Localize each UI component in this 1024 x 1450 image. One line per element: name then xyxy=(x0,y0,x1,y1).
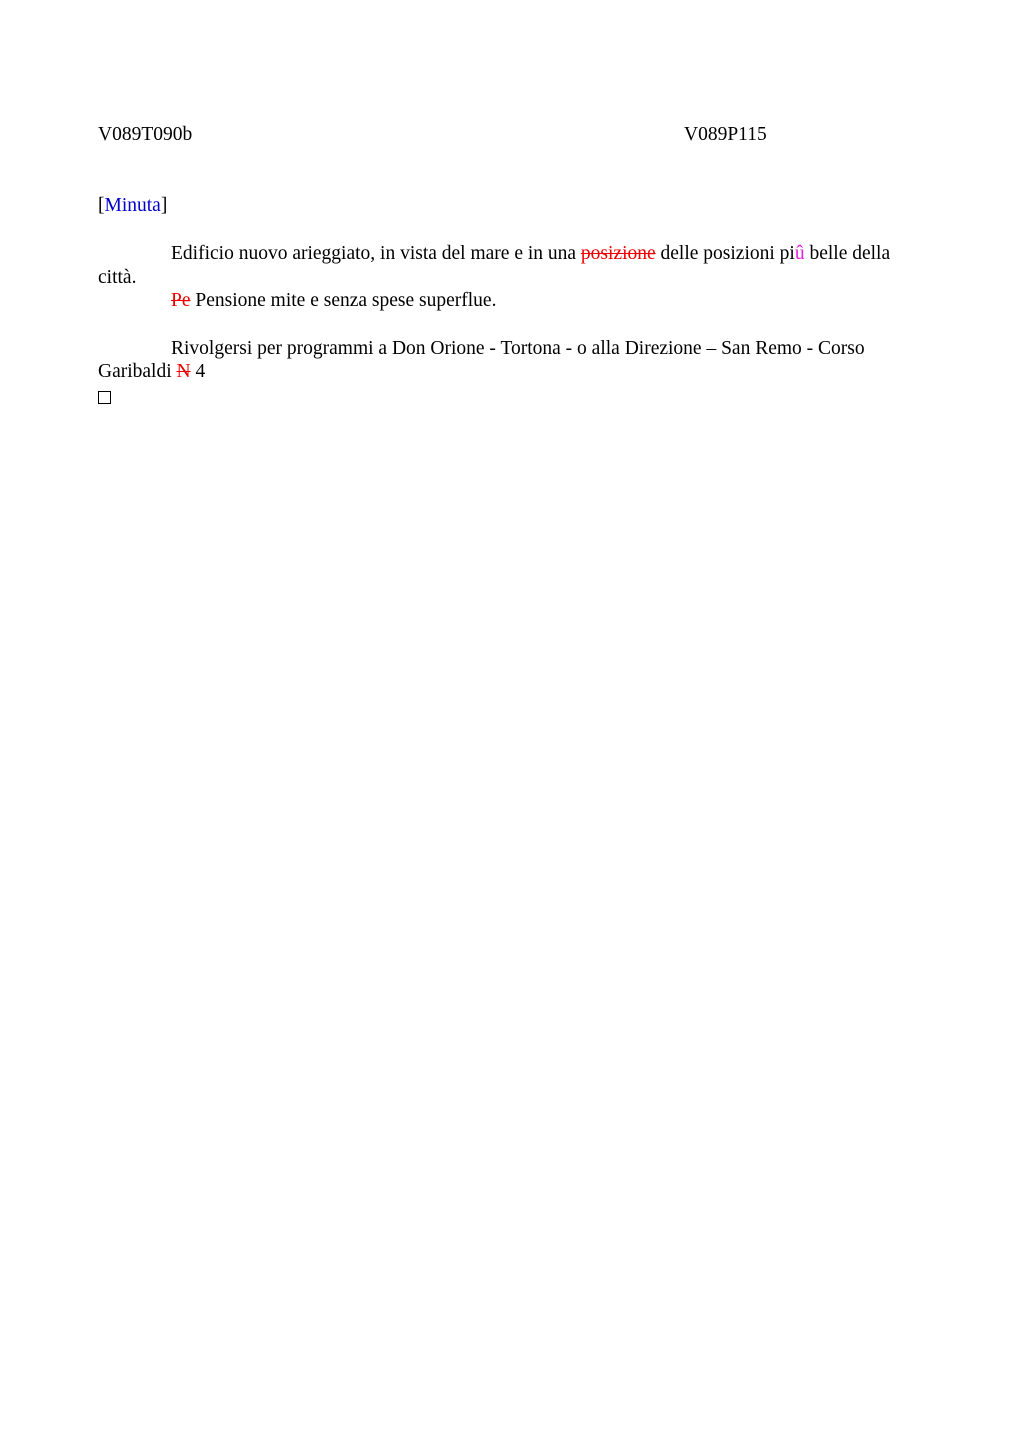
paragraph-text: belle della città. xyxy=(98,243,891,288)
deleted-text: N xyxy=(176,361,191,382)
paragraph-text: delle posizioni pi xyxy=(655,243,795,264)
document-body xyxy=(98,242,910,404)
deleted-text: Pe xyxy=(171,290,191,311)
document-code-right: V089P115 xyxy=(684,124,767,145)
document-type-tag xyxy=(98,194,167,218)
paragraph-text: 4 xyxy=(190,361,206,382)
square-outline-icon xyxy=(98,391,111,404)
paragraph-contact xyxy=(98,337,910,384)
tag-open-bracket: [ xyxy=(98,195,105,216)
paragraph-building xyxy=(98,242,910,289)
inserted-text: û xyxy=(794,243,805,264)
document-code-left: V089T090b xyxy=(98,124,193,145)
deleted-text: posizione xyxy=(580,243,656,264)
tag-close-bracket: ] xyxy=(160,195,168,216)
paragraph-pension xyxy=(98,289,910,313)
tag-word: Minuta xyxy=(104,195,161,216)
paragraph-text: Pensione mite e senza spese superflue. xyxy=(190,290,497,311)
paragraph-text: Edificio nuovo arieggiato, in vista del mare e in una xyxy=(171,243,581,264)
paragraph-text: Rivolgersi per programmi a Don Orione - Tortona - o alla Direzione – San Remo - Corso Garibaldi xyxy=(98,337,865,382)
